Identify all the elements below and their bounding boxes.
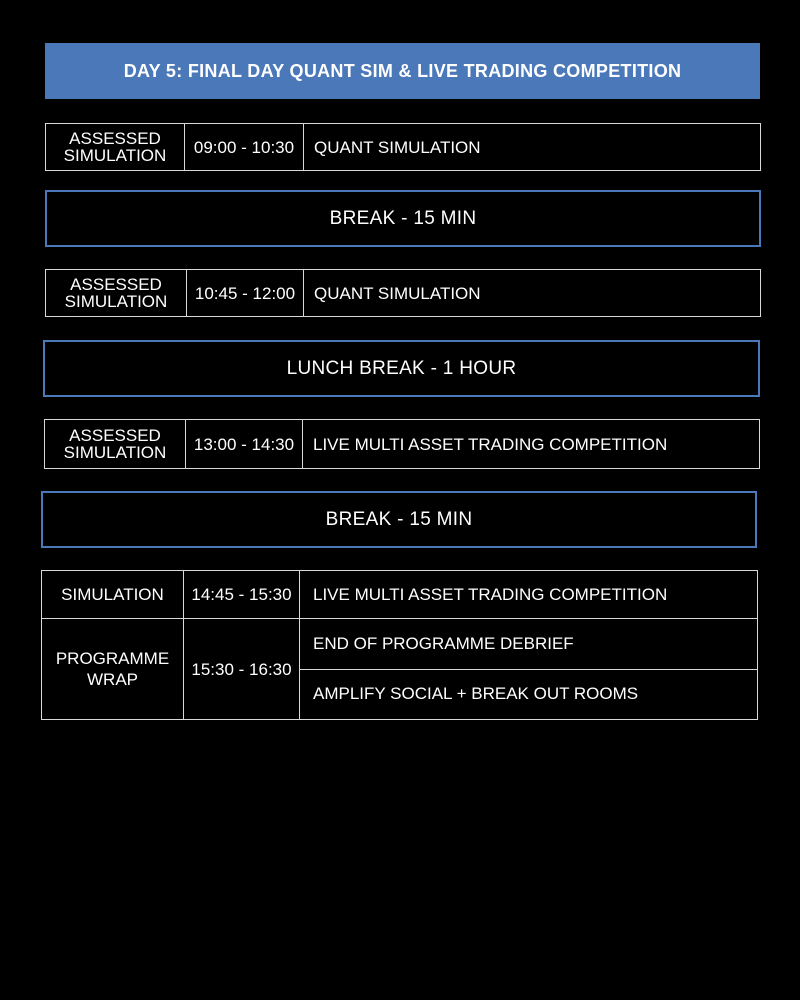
page-title: DAY 5: FINAL DAY QUANT SIM & LIVE TRADING COMPETITION — [45, 43, 760, 99]
session-activity: QUANT SIMULATION — [314, 137, 481, 157]
break-banner: BREAK - 15 MIN — [45, 190, 761, 247]
session-type: SIMULATION — [42, 571, 184, 618]
session-type: ASSESSED SIMULATION — [45, 420, 186, 468]
session-activity: AMPLIFY SOCIAL + BREAK OUT ROOMS — [313, 684, 639, 704]
session-activities — [300, 619, 757, 719]
session-activity: QUANT SIMULATION — [314, 283, 481, 303]
table-row — [42, 619, 757, 719]
table-row — [42, 571, 757, 619]
session-time: 14:45 - 15:30 — [184, 571, 300, 618]
schedule-row — [45, 269, 761, 317]
lunch-break-banner: LUNCH BREAK - 1 HOUR — [43, 340, 760, 397]
schedule-row — [44, 419, 760, 469]
session-type: ASSESSED SIMULATION — [46, 124, 185, 170]
session-activity: LIVE MULTI ASSET TRADING COMPETITION — [313, 434, 668, 454]
session-time: 10:45 - 12:00 — [187, 270, 304, 316]
break-banner: BREAK - 15 MIN — [41, 491, 757, 548]
session-type: PROGRAMME WRAP — [42, 619, 184, 719]
session-time: 09:00 - 10:30 — [185, 124, 304, 170]
session-type: ASSESSED SIMULATION — [46, 270, 187, 316]
session-activity: END OF PROGRAMME DEBRIEF — [300, 619, 757, 670]
session-time: 13:00 - 14:30 — [186, 420, 303, 468]
session-activity: LIVE MULTI ASSET TRADING COMPETITION — [313, 585, 668, 604]
final-schedule-table — [41, 570, 758, 720]
schedule-row — [45, 123, 761, 171]
session-time: 15:30 - 16:30 — [184, 619, 300, 719]
